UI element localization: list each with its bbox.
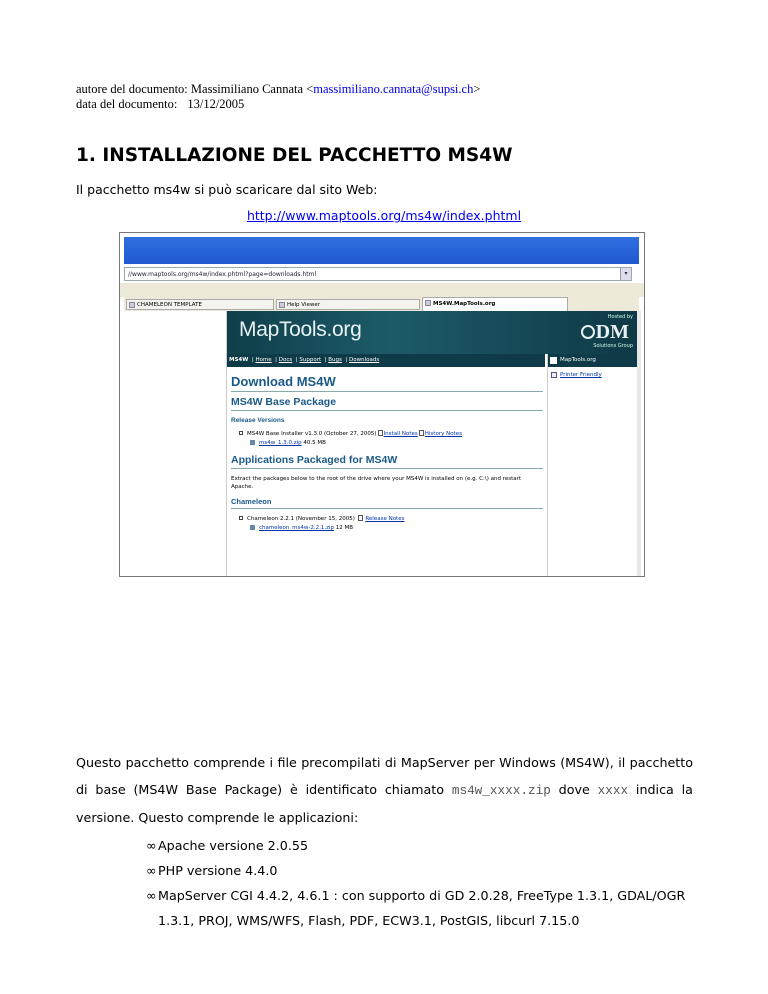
- bullet-icon: ∞: [146, 888, 157, 903]
- apps-text: Extract the packages below to the root of the drive where your MS4W is installed on (e.g. C:\) and restart Apache.: [231, 476, 522, 490]
- list-item: ∞PHP versione 4.4.0: [146, 859, 277, 883]
- left-pane: [124, 311, 227, 576]
- url-text[interactable]: http://www.maptools.org/ms4w/index.phtml: [246, 208, 522, 223]
- date-line: [76, 97, 480, 112]
- list-item-continuation: 1.3.1, PROJ, WMS/WFS, Flash, PDF, ECW3.1, PostGIS, libcurl 7.15.0: [158, 913, 580, 928]
- base-installer-item: MS4W Base Installer v1.3.0 (October 27, 2005) Install Notes History Notes: [247, 430, 543, 437]
- apps-title: Applications Packaged for MS4W: [231, 454, 398, 466]
- zip-download-item: [259, 440, 543, 446]
- site-nav: MS4W | Home | Docs | Support | Bugs | Downloads: [227, 354, 545, 367]
- browser-screenshot: [119, 232, 645, 577]
- page-icon: [279, 302, 285, 308]
- document-icon: [378, 430, 383, 436]
- divider: [231, 410, 543, 411]
- browser-tabs: [124, 297, 639, 312]
- code-version: xxxx: [597, 783, 629, 798]
- release-versions-title: Release Versions: [231, 417, 285, 424]
- author-name: Massimiliano Cannata: [190, 82, 304, 96]
- chameleon-zip-item: [259, 525, 543, 531]
- tab-chameleon: CHAMELEON TEMPLATE: [126, 299, 274, 310]
- tab-help-viewer: Help Viewer: [276, 299, 420, 310]
- date-label: data del documento:: [76, 97, 178, 111]
- list-item: ∞MapServer CGI 4.4.2, 4.6.1 : con supporto di GD 2.0.28, FreeType 1.3.1, GDAL/OGR: [146, 884, 685, 908]
- author-line: autore del documento: Massimiliano Cannata <massimiliano.cannata@supsi.ch>: [76, 82, 481, 96]
- code-zip-name: ms4w_xxxx.zip: [451, 783, 551, 798]
- maptools-banner: [227, 311, 639, 354]
- chameleon-item: Chameleon 2.2.1 (November 15, 2005) Release Notes: [247, 515, 543, 522]
- web-content: [227, 311, 639, 576]
- address-dropdown-icon: ▾: [620, 268, 631, 280]
- address-bar: //www.maptools.org/ms4w/index.phtml?page=downloads.html: [124, 267, 632, 281]
- download-url-link[interactable]: [0, 208, 768, 223]
- document-meta: [76, 82, 480, 112]
- intro-text: Il pacchetto ms4w si può scaricare dal sito Web:: [76, 182, 378, 197]
- page-icon: [129, 302, 135, 308]
- download-title: Download MS4W: [231, 374, 336, 389]
- date-value: 13/12/2005: [187, 97, 245, 111]
- download-content: [231, 371, 543, 531]
- printer-friendly-link: Printer Friendly: [548, 367, 640, 378]
- page-icon: [425, 300, 431, 306]
- scrollbar: [637, 311, 641, 576]
- maptools-logo: MapTools.org: [239, 318, 362, 341]
- nav-bugs: Bugs: [328, 357, 342, 363]
- sidebar-head: MapTools.org: [548, 354, 640, 367]
- divider: [231, 508, 543, 509]
- base-package-title: MS4W Base Package: [231, 396, 337, 408]
- section-heading: 1. INSTALLAZIONE DEL PACCHETTO MS4W: [76, 145, 513, 166]
- dm-subtitle: Solutions Group: [593, 343, 633, 349]
- chameleon-title: Chameleon: [231, 497, 272, 506]
- bullet-icon: ∞: [146, 863, 157, 878]
- list-item: ∞Apache versione 2.0.55: [146, 834, 308, 858]
- right-sidebar: [547, 354, 640, 576]
- nav-downloads: Downloads: [349, 357, 380, 363]
- dm-e-mark: [581, 325, 595, 339]
- history-notes-link: History Notes: [424, 431, 462, 437]
- toolbar-strip: [120, 283, 644, 297]
- chameleon-zip-size: 12 MB: [335, 525, 354, 531]
- body-paragraph: Questo pacchetto comprende i file precompilati di MapServer per Windows (MS4W), il pacchetto di base (MS4W Base Package) è identificato chiamato ms4w_xxxx.zip dove xxxx indica la versione. Questo comprende le applicazioni:: [76, 755, 693, 825]
- dm-logo: DM: [581, 321, 629, 344]
- author-email-link[interactable]: massimiliano.cannata@supsi.ch: [313, 82, 474, 96]
- nav-docs: Docs: [278, 357, 293, 363]
- browser-title-bar: [124, 237, 639, 264]
- chameleon-zip-link: chameleon_ms4w-2.2.1.zip: [259, 525, 334, 531]
- tab-ms4w: MS4W.MapTools.org: [422, 297, 568, 311]
- nav-home: Home: [255, 357, 272, 363]
- release-notes-link: Release Notes: [365, 516, 405, 522]
- install-notes-link: Install Notes: [383, 431, 418, 437]
- document-icon: [358, 515, 363, 521]
- hosted-by-label: Hosted by: [607, 314, 633, 320]
- zip-link: ms4w_1.3.0.zip: [259, 440, 302, 446]
- nav-ms4w: MS4W: [229, 357, 249, 363]
- nav-support: Support: [299, 357, 322, 363]
- divider: [231, 391, 543, 392]
- bullet-icon: ∞: [146, 838, 157, 853]
- document-icon: [419, 430, 424, 436]
- author-label: autore del documento:: [76, 82, 188, 96]
- zip-size: 40.5 MB: [303, 440, 326, 446]
- divider: [231, 468, 543, 469]
